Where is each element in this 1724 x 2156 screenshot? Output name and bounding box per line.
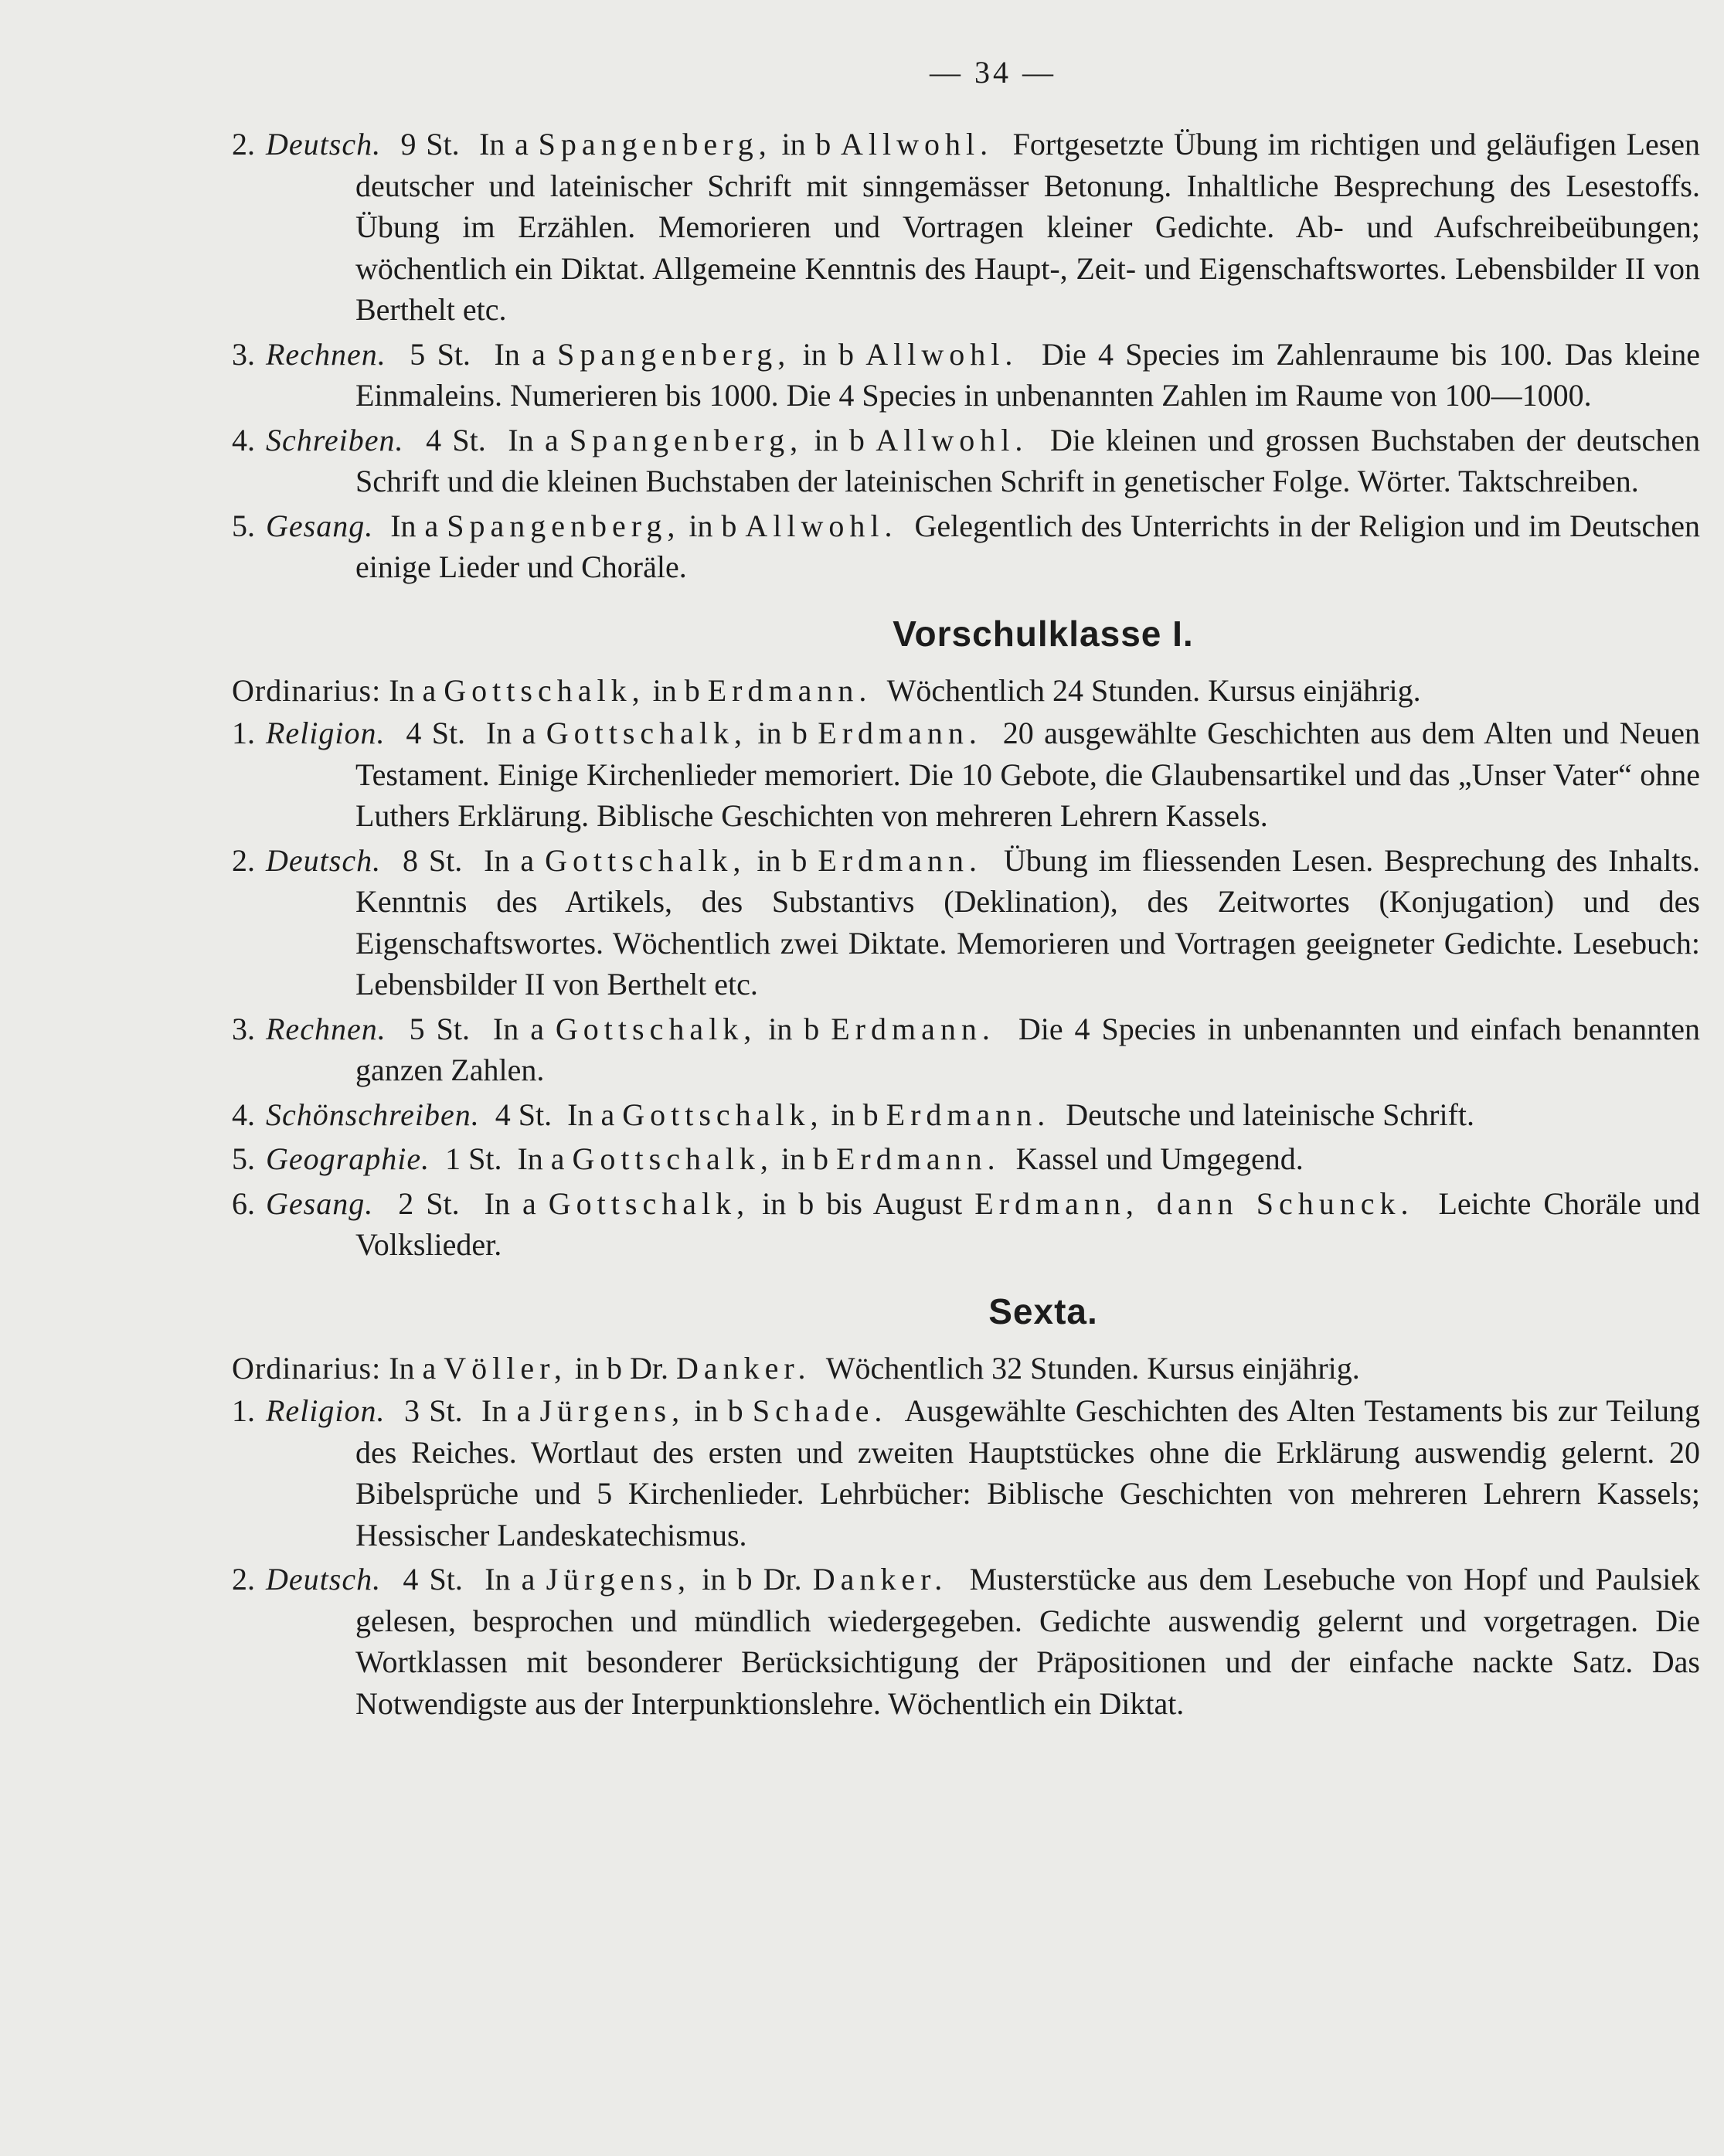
page-number: — 34 — [930, 55, 1056, 90]
ordinarius-line: Ordinarius: In a Gottschalk, in b Erdmann. Wöchentlich 24 Stunden. Kursus einjährig. [232, 672, 1421, 708]
subject-entry: 1. Religion. 3 St. In a Jürgens, in b Schade. Ausgewählte Geschichten des Alten Testaments bis zur Teilung des Reiches. Wortlaut des ersten und zweiten Hauptstückes ohne die Erklärung auswendig gelernt. 20 Bibelsprüche und 5 Kirchenlieder. Lehrbücher: Biblische Geschichten von mehreren Lehrern Kassels; Hessischer Landeskatechismus. [232, 1393, 1701, 1552]
subject-entry: 2. Deutsch. 4 St. In a Jürgens, in b Dr. Danker. Musterstücke aus dem Lesebuche von Hopf und Paulsiek gelesen, besprochen und mündlich wiedergegeben. Gedichte auswendig gelernt und vorgetragen. Die Wortklassen mit besonderer Berücksichtigung der Präpositionen und der einfache nackte Satz. Das Notwendigste aus der Interpunktionslehre. Wöchentlich ein Diktat. [232, 1562, 1701, 1721]
section-sexta [232, 1291, 1700, 1725]
section-continuation [232, 124, 1700, 588]
subject-entry: 4. Schreiben. 4 St. In a Spangenberg, in b Allwohl. Die kleinen und grossen Buchstaben der deutschen Schrift und die kleinen Buchstaben der lateinischen Schrift in genetischer Folge. Wörter. Taktschreiben. [232, 422, 1701, 498]
subject-entry: 4. Schönschreiben. 4 St. In a Gottschalk, in b Erdmann. Deutsche und lateinische Schrift. [232, 1097, 1475, 1132]
section-title: Vorschulklasse I. [893, 613, 1194, 654]
subject-entry: 1. Religion. 4 St. In a Gottschalk, in b Erdmann. 20 ausgewählte Geschichten aus dem Alten und Neuen Testament. Einige Kirchenlieder memoriert. Die 10 Gebote, die Glaubensartikel und das „Unser Vater“ ohne Luthers Erklärung. Biblische Geschichten von mehreren Lehrern Kassels. [232, 716, 1701, 833]
subject-entry: 2. Deutsch. 8 St. In a Gottschalk, in b Erdmann. Übung im fliessenden Lesen. Besprechung des Inhalts. Kenntnis des Artikels, des Substantivs (Deklination), des Zeitwortes (Konjugation) und des Eigenschaftswortes. Wöchentlich zwei Diktate. Memorieren und Vortragen geeigneter Gedichte. Lesebuch: Lebensbilder II von Berthelt etc. [232, 842, 1701, 1001]
subject-entry: 2. Deutsch. 9 St. In a Spangenberg, in b Allwohl. Fortgesetzte Übung im richtigen und geläufigen Lesen deutscher und lateinischer Schrift mit sinngemässer Betonung. Inhaltliche Besprechung des Lesestoffs. Übung im Erzählen. Memorieren und Vortragen kleiner Gedichte. Ab- und Aufschreibeübungen; wöchentlich ein Diktat. Allgemeine Kenntnis des Haupt-, Zeit- und Eigenschaftswortes. Lebensbilder II von Berthelt etc. [232, 127, 1701, 327]
subject-entry: 3. Rechnen. 5 St. In a Spangenberg, in b Allwohl. Die 4 Species im Zahlenraume bis 100. Das kleine Einmaleins. Numerieren bis 1000. Die 4 Species in unbenannten Zahlen im Raume von 100—1000. [232, 336, 1701, 413]
subject-entry: 3. Rechnen. 5 St. In a Gottschalk, in b Erdmann. Die 4 Species in unbenannten und einfach benannten ganzen Zahlen. [232, 1011, 1701, 1087]
section-vorschulklasse [232, 613, 1700, 1266]
subject-entry: 5. Gesang. In a Spangenberg, in b Allwohl. Gelegentlich des Unterrichts in der Religion und im Deutschen einige Lieder und Choräle. [232, 508, 1701, 584]
ordinarius-line: Ordinarius: In a Völler, in b Dr. Danker. Wöchentlich 32 Stunden. Kursus einjährig. [232, 1350, 1360, 1386]
page-content [232, 124, 1700, 1724]
section-title: Sexta. [988, 1291, 1098, 1331]
subject-entry: 6. Gesang. 2 St. In a Gottschalk, in b bis August Erdmann, dann Schunck. Leichte Choräle und Volkslieder. [232, 1185, 1701, 1262]
subject-entry: 5. Geographie. 1 St. In a Gottschalk, in b Erdmann. Kassel und Umgegend. [232, 1141, 1304, 1176]
